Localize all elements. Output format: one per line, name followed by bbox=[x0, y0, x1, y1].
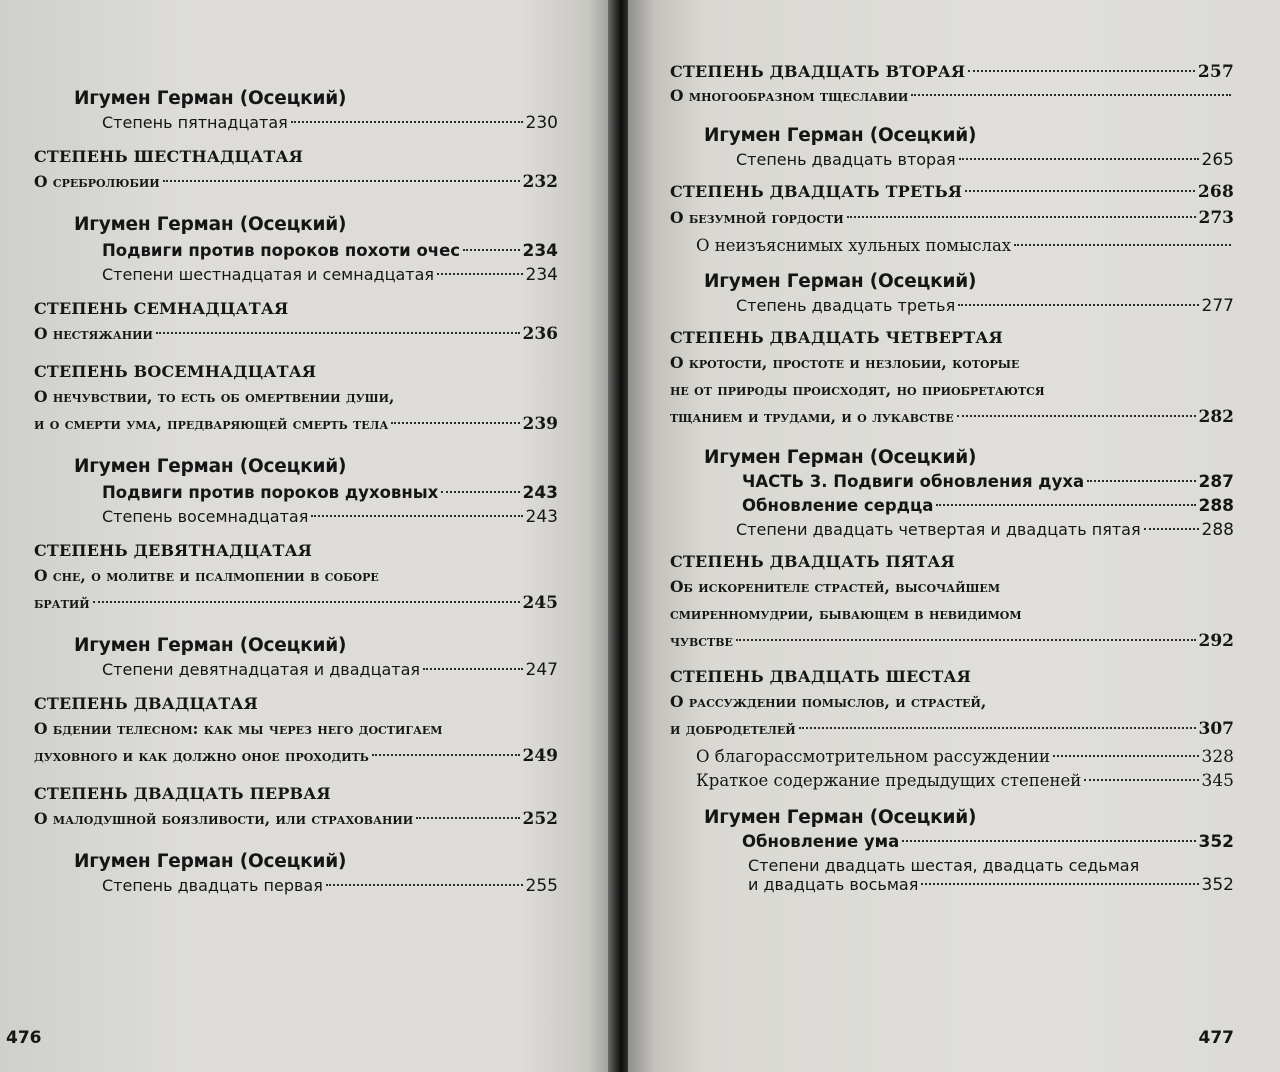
toc-entry-subtitle-multi[interactable] bbox=[670, 688, 1234, 743]
dot-leader bbox=[423, 668, 523, 670]
dot-leader bbox=[1014, 244, 1231, 246]
toc-page-number: 282 bbox=[1198, 407, 1234, 427]
toc-page-number: 273 bbox=[1198, 208, 1234, 228]
toc-entry-title: О безумной гордости bbox=[670, 208, 844, 227]
toc-entry-title: Степень двадцать третья bbox=[736, 296, 956, 315]
dot-leader bbox=[958, 304, 1198, 306]
toc-entry-title: и добродетелей bbox=[670, 719, 796, 738]
toc-line bbox=[74, 214, 558, 235]
toc-page-number: 292 bbox=[1198, 631, 1234, 651]
toc-page-number: 243 bbox=[522, 483, 558, 503]
toc-column-right bbox=[668, 62, 1234, 895]
toc-entry-item-bold[interactable] bbox=[742, 832, 1234, 852]
toc-page-number: 243 bbox=[525, 507, 558, 527]
toc-entry-heading[interactable] bbox=[670, 62, 1234, 82]
toc-entry-heading[interactable] bbox=[34, 299, 558, 318]
toc-line bbox=[748, 875, 1234, 895]
toc-entry-title: СТЕПЕНЬ ШЕСТНАДЦАТАЯ bbox=[34, 147, 304, 166]
toc-page-number: 255 bbox=[525, 876, 558, 896]
toc-entry-item-bold[interactable] bbox=[102, 241, 558, 261]
dot-leader bbox=[291, 121, 523, 123]
toc-line bbox=[34, 694, 558, 713]
toc-entry-title: и о смерти ума, предваряющей смерть тела bbox=[34, 414, 389, 433]
toc-entry-item-serif[interactable] bbox=[696, 236, 1234, 255]
toc-entry-author[interactable] bbox=[704, 125, 1234, 146]
toc-entry-title: не от природы происходят, но приобретаются bbox=[670, 380, 1045, 399]
toc-line bbox=[102, 483, 558, 503]
dot-leader bbox=[936, 504, 1195, 506]
toc-line bbox=[74, 456, 558, 477]
toc-entry-title: Игумен Герман (Осецкий) bbox=[74, 851, 347, 872]
page-number-left: 476 bbox=[6, 1028, 42, 1048]
toc-line bbox=[670, 715, 1234, 743]
toc-page-number: 245 bbox=[522, 593, 558, 613]
toc-entry-author[interactable] bbox=[74, 456, 558, 477]
toc-entry-heading[interactable] bbox=[34, 541, 558, 560]
toc-line bbox=[704, 125, 1234, 146]
toc-line bbox=[670, 376, 1234, 403]
toc-line bbox=[670, 403, 1234, 431]
toc-page-number: 252 bbox=[522, 809, 558, 829]
dot-leader bbox=[156, 332, 520, 334]
toc-entry-title: О рассуждении помыслов, и страстей, bbox=[670, 692, 987, 711]
toc-entry-title: и двадцать восьмая bbox=[748, 875, 919, 894]
toc-line bbox=[34, 299, 558, 318]
toc-entry-title: О малодушной боязливости, или страховании bbox=[34, 809, 414, 828]
toc-line bbox=[34, 147, 558, 166]
toc-page-number: 352 bbox=[1201, 875, 1234, 895]
toc-entry-author[interactable] bbox=[704, 271, 1234, 292]
toc-entry-heading[interactable] bbox=[670, 182, 1234, 202]
toc-page-number: 287 bbox=[1198, 472, 1234, 492]
dot-leader bbox=[416, 817, 519, 819]
toc-page-number: 352 bbox=[1198, 832, 1234, 852]
toc-page-number: 236 bbox=[522, 324, 558, 344]
toc-entry-item[interactable] bbox=[102, 507, 558, 527]
toc-line bbox=[742, 472, 1234, 492]
toc-entry-title: СТЕПЕНЬ ДВАДЦАТЬ ПЕРВАЯ bbox=[34, 784, 331, 803]
toc-line bbox=[704, 271, 1234, 292]
toc-entry-author[interactable] bbox=[74, 88, 558, 109]
toc-entry-subtitle-multi[interactable] bbox=[34, 715, 558, 770]
toc-entry-title: О бдении телесном: как мы через него достигаем bbox=[34, 719, 443, 738]
toc-entry-title: ЧАСТЬ 3. Подвиги обновления духа bbox=[742, 472, 1085, 491]
toc-line bbox=[102, 265, 558, 285]
toc-entry-item[interactable] bbox=[736, 520, 1234, 540]
dot-leader bbox=[463, 249, 519, 251]
toc-entry-title: О сне, о молитве и псалмопении в соборе bbox=[34, 566, 379, 585]
dot-leader bbox=[1144, 528, 1199, 530]
toc-entry-title: О сребролюбии bbox=[34, 172, 160, 191]
toc-entry-item-serif[interactable] bbox=[696, 771, 1234, 791]
toc-entry-item[interactable] bbox=[102, 660, 558, 680]
toc-page-number: 268 bbox=[1197, 182, 1234, 202]
toc-column-left bbox=[22, 88, 558, 896]
toc-entry-title: СТЕПЕНЬ ДЕВЯТНАДЦАТАЯ bbox=[34, 541, 313, 560]
toc-entry-item[interactable] bbox=[102, 876, 558, 896]
toc-entry-title: Степени шестнадцатая и семнадцатая bbox=[102, 265, 435, 284]
toc-page-number: 232 bbox=[522, 172, 558, 192]
toc-entry-title: СТЕПЕНЬ ДВАДЦАТЬ ПЯТАЯ bbox=[670, 552, 955, 571]
toc-line bbox=[102, 113, 558, 133]
toc-entry-subtitle-nolead[interactable] bbox=[670, 82, 1234, 109]
toc-page-number: 234 bbox=[522, 241, 558, 261]
toc-entry-title: О неизъяснимых хульных помыслах bbox=[696, 236, 1012, 255]
dot-leader bbox=[391, 422, 519, 424]
toc-page-number: 239 bbox=[522, 414, 558, 434]
dot-leader bbox=[1053, 755, 1199, 757]
toc-line bbox=[74, 88, 558, 109]
toc-entry-item-bold[interactable] bbox=[742, 496, 1234, 516]
toc-line bbox=[736, 520, 1234, 540]
dot-leader bbox=[957, 415, 1196, 417]
toc-entry-subtitle-multi[interactable] bbox=[670, 573, 1234, 655]
toc-entry-heading[interactable] bbox=[34, 784, 558, 803]
toc-entry-title: братий bbox=[34, 593, 90, 612]
dot-leader bbox=[311, 515, 522, 517]
toc-entry-title: Игумен Герман (Осецкий) bbox=[74, 214, 347, 235]
toc-page-number: 265 bbox=[1201, 150, 1234, 170]
toc-entry-subtitle-multi[interactable] bbox=[34, 562, 558, 617]
toc-entry-title: Игумен Герман (Осецкий) bbox=[704, 807, 977, 828]
dot-leader bbox=[959, 158, 1199, 160]
toc-line bbox=[34, 320, 558, 348]
toc-entry-subtitle-multi[interactable] bbox=[670, 349, 1234, 431]
dot-leader bbox=[968, 70, 1195, 72]
toc-entry-item-serif[interactable] bbox=[696, 747, 1234, 767]
dot-leader bbox=[163, 180, 520, 182]
toc-entry-title: О нечувствии, то есть об омертвении души, bbox=[34, 387, 395, 406]
toc-entry-item-multi[interactable] bbox=[748, 856, 1234, 895]
toc-entry-title: Степень восемнадцатая bbox=[102, 507, 309, 526]
toc-entry-title: чувстве bbox=[670, 631, 733, 650]
toc-entry-heading[interactable] bbox=[34, 362, 558, 381]
toc-line bbox=[74, 851, 558, 872]
toc-entry-title: Степень двадцать вторая bbox=[736, 150, 956, 169]
page-number-right: 477 bbox=[1198, 1028, 1234, 1048]
toc-entry-heading[interactable] bbox=[670, 552, 1234, 571]
toc-line bbox=[34, 589, 558, 617]
toc-page-number: 328 bbox=[1201, 747, 1234, 767]
toc-entry-item[interactable] bbox=[102, 265, 558, 285]
toc-line bbox=[670, 688, 1234, 715]
toc-line bbox=[102, 241, 558, 261]
dot-leader bbox=[437, 273, 523, 275]
toc-line bbox=[670, 82, 1234, 109]
toc-entry-subtitle[interactable] bbox=[670, 204, 1234, 232]
left-page bbox=[0, 0, 612, 1072]
toc-entry-subtitle[interactable] bbox=[34, 320, 558, 348]
toc-entry-title: духовного и как должно оное проходить bbox=[34, 746, 369, 765]
dot-leader bbox=[736, 639, 1196, 641]
toc-line bbox=[736, 150, 1234, 170]
toc-line bbox=[102, 660, 558, 680]
toc-line bbox=[742, 496, 1234, 516]
toc-line bbox=[670, 627, 1234, 655]
toc-line bbox=[742, 832, 1234, 852]
toc-line bbox=[670, 182, 1234, 202]
toc-line bbox=[34, 168, 558, 196]
toc-entry-title: СТЕПЕНЬ ДВАДЦАТЬ ЧЕТВЕРТАЯ bbox=[670, 328, 1003, 347]
toc-entry-author[interactable] bbox=[704, 447, 1234, 468]
toc-page-number: 288 bbox=[1198, 496, 1234, 516]
toc-entry-title: Степени девятнадцатая и двадцатая bbox=[102, 660, 421, 679]
toc-entry-title: Игумен Герман (Осецкий) bbox=[74, 88, 347, 109]
toc-line bbox=[74, 635, 558, 656]
toc-entry-title: Игумен Герман (Осецкий) bbox=[704, 125, 977, 146]
toc-entry-title: Степень двадцать первая bbox=[102, 876, 323, 895]
toc-entry-title: Подвиги против пороков похоти очес bbox=[102, 241, 461, 260]
toc-page-number: 288 bbox=[1201, 520, 1234, 540]
toc-entry-title: Степень пятнадцатая bbox=[102, 113, 288, 132]
dot-leader bbox=[965, 190, 1195, 192]
toc-entry-title: О многообразном тщеславии bbox=[670, 86, 909, 105]
dot-leader bbox=[1084, 779, 1198, 781]
toc-line bbox=[670, 552, 1234, 571]
dot-leader bbox=[326, 884, 523, 886]
toc-line bbox=[748, 856, 1234, 875]
toc-page-number: 307 bbox=[1198, 719, 1234, 739]
toc-entry-item[interactable] bbox=[102, 113, 558, 133]
toc-entry-title: тщанием и трудами, и о лукавстве bbox=[670, 407, 954, 426]
toc-entry-title: О кротости, простоте и незлобии, которые bbox=[670, 353, 1020, 372]
toc-line bbox=[34, 362, 558, 381]
dot-leader bbox=[1087, 480, 1195, 482]
toc-entry-title: Степени двадцать шестая, двадцать седьмая bbox=[748, 856, 1140, 875]
toc-entry-title: Игумен Герман (Осецкий) bbox=[704, 447, 977, 468]
toc-line bbox=[34, 541, 558, 560]
toc-entry-title: О благорассмотрительном рассуждении bbox=[696, 747, 1050, 766]
toc-line bbox=[670, 349, 1234, 376]
toc-entry-author[interactable] bbox=[74, 214, 558, 235]
toc-line bbox=[34, 715, 558, 742]
toc-entry-title: Обновление ума bbox=[742, 832, 900, 851]
toc-line bbox=[696, 236, 1234, 255]
toc-entry-author[interactable] bbox=[74, 851, 558, 872]
dot-leader bbox=[911, 94, 1231, 96]
toc-line bbox=[670, 62, 1234, 82]
toc-line bbox=[34, 805, 558, 833]
toc-line bbox=[704, 447, 1234, 468]
toc-line bbox=[34, 742, 558, 770]
dot-leader bbox=[902, 840, 1195, 842]
toc-line bbox=[670, 328, 1234, 347]
dot-leader bbox=[441, 491, 519, 493]
toc-entry-title: СТЕПЕНЬ ДВАДЦАТЬ ШЕСТАЯ bbox=[670, 667, 972, 686]
toc-entry-title: СТЕПЕНЬ СЕМНАДЦАТАЯ bbox=[34, 299, 289, 318]
toc-line bbox=[102, 507, 558, 527]
toc-page-number: 247 bbox=[525, 660, 558, 680]
toc-entry-title: Игумен Герман (Осецкий) bbox=[74, 635, 347, 656]
toc-entry-title: СТЕПЕНЬ ДВАДЦАТЬ ВТОРАЯ bbox=[670, 62, 966, 81]
toc-line bbox=[34, 562, 558, 589]
toc-entry-heading[interactable] bbox=[34, 694, 558, 713]
toc-line bbox=[670, 600, 1234, 627]
dot-leader bbox=[847, 216, 1196, 218]
toc-entry-title: Подвиги против пороков духовных bbox=[102, 483, 439, 502]
toc-entry-title: Краткое содержание предыдущих степеней bbox=[696, 771, 1082, 790]
toc-page-number: 345 bbox=[1201, 771, 1234, 791]
toc-line bbox=[670, 204, 1234, 232]
toc-entry-item[interactable] bbox=[736, 150, 1234, 170]
toc-entry-title: СТЕПЕНЬ ДВАДЦАТАЯ bbox=[34, 694, 258, 713]
toc-line bbox=[34, 410, 558, 438]
toc-entry-item-bold[interactable] bbox=[742, 472, 1234, 492]
dot-leader bbox=[921, 883, 1198, 885]
toc-page-number: 257 bbox=[1197, 62, 1234, 82]
toc-page-number: 234 bbox=[525, 265, 558, 285]
toc-entry-title: смиренномудрии, бывающем в невидимом bbox=[670, 604, 1022, 623]
toc-entry-subtitle[interactable] bbox=[34, 805, 558, 833]
toc-line bbox=[670, 667, 1234, 686]
toc-line bbox=[696, 771, 1234, 791]
toc-entry-author[interactable] bbox=[704, 807, 1234, 828]
toc-entry-title: СТЕПЕНЬ ДВАДЦАТЬ ТРЕТЬЯ bbox=[670, 182, 963, 201]
toc-line bbox=[704, 807, 1234, 828]
toc-line bbox=[736, 296, 1234, 316]
dot-leader bbox=[799, 727, 1196, 729]
toc-entry-heading[interactable] bbox=[670, 667, 1234, 686]
toc-entry-title: О нестяжании bbox=[34, 324, 153, 343]
toc-entry-title: СТЕПЕНЬ ВОСЕМНАДЦАТАЯ bbox=[34, 362, 317, 381]
right-page bbox=[628, 0, 1280, 1072]
toc-page-number: 230 bbox=[525, 113, 558, 133]
toc-entry-item[interactable] bbox=[736, 296, 1234, 316]
toc-entry-title: Обновление сердца bbox=[742, 496, 934, 515]
toc-page-number: 277 bbox=[1201, 296, 1234, 316]
toc-entry-title: Степени двадцать четвертая и двадцать пятая bbox=[736, 520, 1141, 539]
toc-line bbox=[696, 747, 1234, 767]
toc-entry-author[interactable] bbox=[74, 635, 558, 656]
toc-entry-title: Игумен Герман (Осецкий) bbox=[74, 456, 347, 477]
toc-entry-item-bold[interactable] bbox=[102, 483, 558, 503]
toc-entry-title: Игумен Герман (Осецкий) bbox=[704, 271, 977, 292]
toc-entry-subtitle-multi[interactable] bbox=[34, 383, 558, 438]
dot-leader bbox=[93, 601, 520, 603]
toc-entry-heading[interactable] bbox=[670, 328, 1234, 347]
toc-page-number: 249 bbox=[522, 746, 558, 766]
toc-entry-title: Об искоренителе страстей, высочайшем bbox=[670, 577, 1000, 596]
toc-line bbox=[102, 876, 558, 896]
toc-entry-subtitle[interactable] bbox=[34, 168, 558, 196]
dot-leader bbox=[372, 754, 520, 756]
toc-line bbox=[34, 784, 558, 803]
toc-entry-heading[interactable] bbox=[34, 147, 558, 166]
toc-line bbox=[670, 573, 1234, 600]
toc-line bbox=[34, 383, 558, 410]
